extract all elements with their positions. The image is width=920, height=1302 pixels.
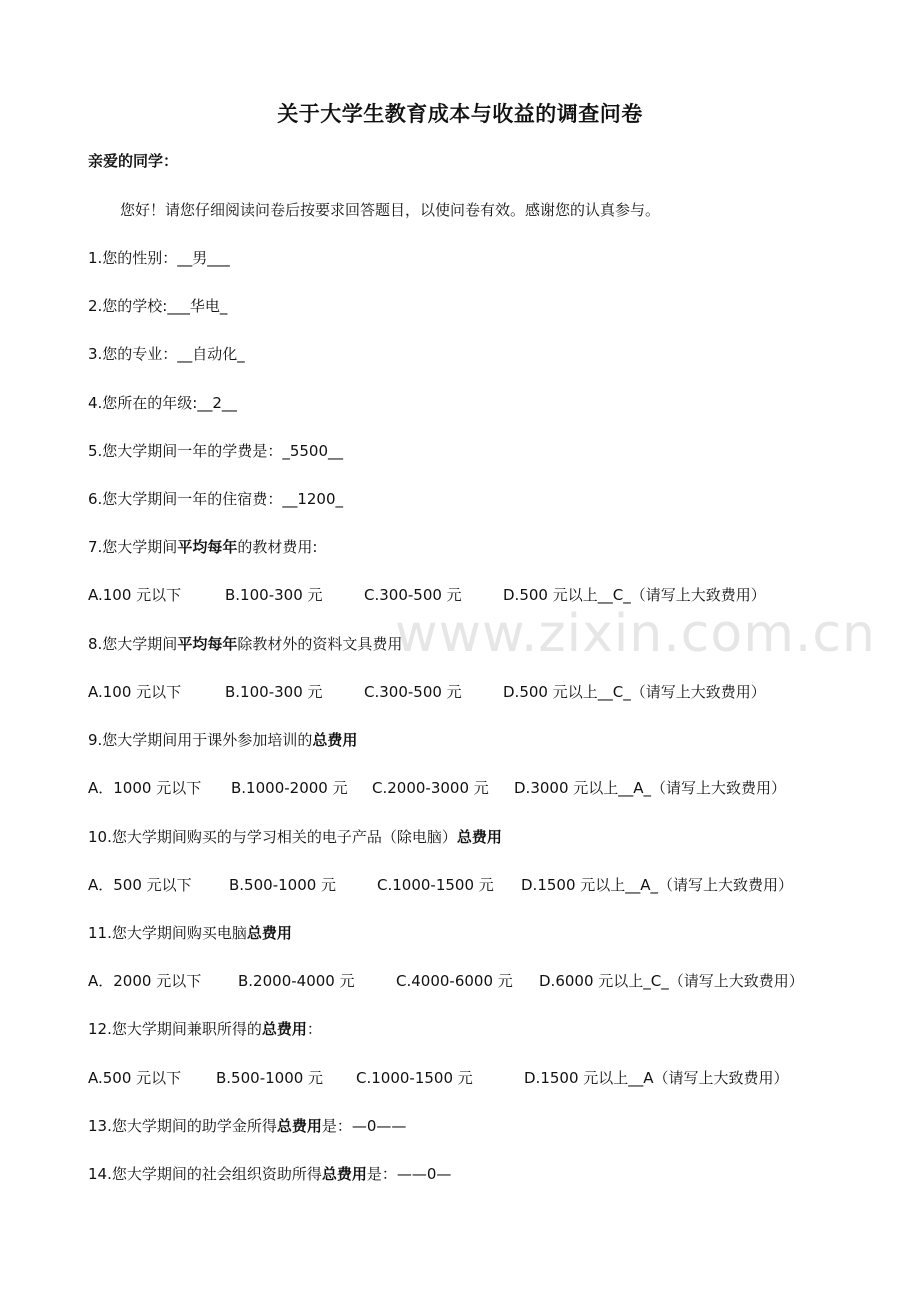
q12-option-a: A.500 元以下 <box>88 1069 182 1087</box>
question-4: 4.您所在的年级:__2__ <box>88 394 237 412</box>
q10-option-b: B.500-1000 元 <box>229 876 337 894</box>
q8-option-c: C.300-500 元 <box>364 683 462 701</box>
q11-option-c: C.4000-6000 元 <box>396 972 513 990</box>
question-9: 9.您大学期间用于课外参加培训的总费用 <box>88 731 358 749</box>
q9-option-d: D.3000 元以上__A_（请写上大致费用） <box>514 779 787 797</box>
question-12: 12.您大学期间兼职所得的总费用： <box>88 1020 322 1038</box>
watermark: www.zixin.com.cn <box>395 604 876 664</box>
q7-option-b: B.100-300 元 <box>225 586 323 604</box>
q11-option-a: A．2000 元以下 <box>88 972 202 990</box>
question-11: 11.您大学期间购买电脑总费用 <box>88 924 292 942</box>
intro-text: 您好！请您仔细阅读问卷后按要求回答题目，以使问卷有效。感谢您的认真参与。 <box>120 201 661 219</box>
question-8: 8.您大学期间平均每年除教材外的资料文具费用 <box>88 635 403 653</box>
q8-option-b: B.100-300 元 <box>225 683 323 701</box>
q9-option-b: B.1000-2000 元 <box>231 779 348 797</box>
question-13: 13.您大学期间的助学金所得总费用是：—0—— <box>88 1117 407 1135</box>
question-3: 3.您的专业：__自动化_ <box>88 345 245 363</box>
question-2: 2.您的学校:___华电_ <box>88 297 228 315</box>
question-14: 14.您大学期间的社会组织资助所得总费用是：——0— <box>88 1165 452 1183</box>
q12-option-d: D.1500 元以上__A（请写上大致费用） <box>524 1069 789 1087</box>
question-6: 6.您大学期间一年的住宿费：__1200_ <box>88 490 343 508</box>
q7-option-d: D.500 元以上__C_（请写上大致费用） <box>503 586 766 604</box>
page-title: 关于大学生教育成本与收益的调查问卷 <box>277 102 643 126</box>
question-1: 1.您的性别：__男___ <box>88 249 230 267</box>
q10-option-c: C.1000-1500 元 <box>377 876 494 894</box>
question-10: 10.您大学期间购买的与学习相关的电子产品（除电脑）总费用 <box>88 828 502 846</box>
question-5: 5.您大学期间一年的学费是：_5500__ <box>88 442 343 460</box>
q9-option-a: A．1000 元以下 <box>88 779 202 797</box>
q12-option-b: B.500-1000 元 <box>216 1069 324 1087</box>
q11-option-b: B.2000-4000 元 <box>238 972 355 990</box>
q12-option-c: C.1000-1500 元 <box>356 1069 473 1087</box>
q7-option-a: A.100 元以下 <box>88 586 182 604</box>
q10-option-a: A．500 元以下 <box>88 876 192 894</box>
q7-option-c: C.300-500 元 <box>364 586 462 604</box>
q10-option-d: D.1500 元以上__A_（请写上大致费用） <box>521 876 794 894</box>
q8-option-d: D.500 元以上__C_（请写上大致费用） <box>503 683 766 701</box>
question-7: 7.您大学期间平均每年的教材费用: <box>88 538 318 556</box>
q8-option-a: A.100 元以下 <box>88 683 182 701</box>
q9-option-c: C.2000-3000 元 <box>372 779 489 797</box>
greeting: 亲爱的同学： <box>88 152 179 170</box>
q11-option-d: D.6000 元以上_C_（请写上大致费用） <box>539 972 804 990</box>
